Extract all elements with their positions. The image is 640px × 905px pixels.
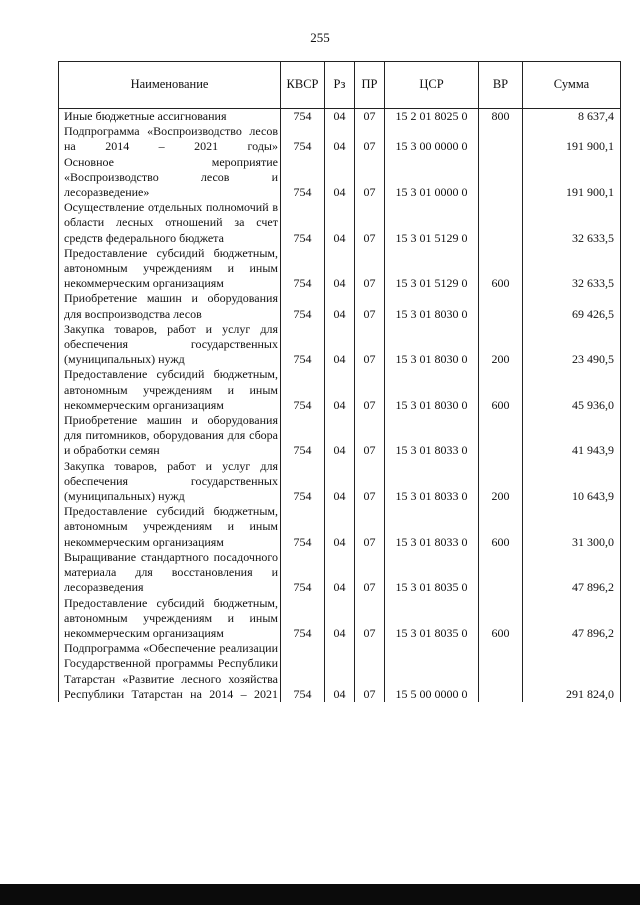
row-csr: 15 3 01 8030 0 [385, 322, 479, 368]
row-kvsr: 754 [281, 124, 325, 154]
table-row [59, 367, 621, 413]
row-csr: 15 3 01 8035 0 [385, 596, 479, 642]
row-name: Осуществление отдельных полномочий в области лесных отношений за счет средств федерального бюджета [59, 200, 281, 246]
row-vr [479, 291, 523, 321]
table-row [59, 200, 621, 246]
row-kvsr: 754 [281, 200, 325, 246]
row-vr: 600 [479, 367, 523, 413]
row-kvsr: 754 [281, 641, 325, 702]
row-name: Предоставление субсидий бюджетным, автономным учреждениям и иным некоммерческим организациям [59, 504, 281, 550]
row-pr: 07 [355, 246, 385, 292]
row-pr: 07 [355, 291, 385, 321]
row-pr: 07 [355, 596, 385, 642]
table-header-row [59, 62, 621, 109]
row-csr: 15 3 01 8035 0 [385, 550, 479, 596]
row-csr: 15 3 01 0000 0 [385, 155, 479, 201]
table-row [59, 246, 621, 292]
table-row [59, 413, 621, 459]
row-sum: 41 943,9 [523, 413, 621, 459]
row-sum: 32 633,5 [523, 246, 621, 292]
row-sum: 47 896,2 [523, 550, 621, 596]
row-pr: 07 [355, 459, 385, 505]
row-name: Основное мероприятие «Воспроизводство лесов и лесоразведение» [59, 155, 281, 201]
table-row [59, 109, 621, 125]
row-sum: 8 637,4 [523, 109, 621, 125]
row-csr: 15 3 01 8030 0 [385, 291, 479, 321]
row-csr: 15 3 01 8033 0 [385, 413, 479, 459]
row-name: Иные бюджетные ассигнования [59, 109, 281, 125]
column-header-vr: ВР [479, 62, 523, 109]
row-sum: 31 300,0 [523, 504, 621, 550]
row-name: Подпрограмма «Обеспечение реализации Государственной программы Республики Татарстан «Развитие лесного хозяйства Республики Татарстан на 2014 – 2021 [59, 641, 281, 702]
row-pr: 07 [355, 155, 385, 201]
row-pr: 07 [355, 413, 385, 459]
row-vr [479, 550, 523, 596]
row-kvsr: 754 [281, 550, 325, 596]
row-vr: 600 [479, 504, 523, 550]
column-header-kvsr: КВСР [281, 62, 325, 109]
row-kvsr: 754 [281, 155, 325, 201]
row-rz: 04 [325, 246, 355, 292]
row-pr: 07 [355, 322, 385, 368]
row-name: Закупка товаров, работ и услуг для обеспечения государственных (муниципальных) нужд [59, 459, 281, 505]
row-kvsr: 754 [281, 109, 325, 125]
row-csr: 15 3 01 8033 0 [385, 504, 479, 550]
row-kvsr: 754 [281, 413, 325, 459]
row-rz: 04 [325, 459, 355, 505]
row-vr: 200 [479, 322, 523, 368]
row-name: Предоставление субсидий бюджетным, автономным учреждениям и иным некоммерческим организациям [59, 246, 281, 292]
table-row [59, 504, 621, 550]
row-pr: 07 [355, 200, 385, 246]
row-pr: 07 [355, 641, 385, 702]
row-rz: 04 [325, 200, 355, 246]
row-sum: 291 824,0 [523, 641, 621, 702]
row-vr: 800 [479, 109, 523, 125]
row-sum: 69 426,5 [523, 291, 621, 321]
row-vr: 600 [479, 596, 523, 642]
row-name: Предоставление субсидий бюджетным, автономным учреждениям и иным некоммерческим организациям [59, 596, 281, 642]
table-row [59, 124, 621, 154]
row-vr [479, 200, 523, 246]
table-row [59, 550, 621, 596]
row-csr: 15 3 01 8030 0 [385, 367, 479, 413]
row-name: Предоставление субсидий бюджетным, автономным учреждениям и иным некоммерческим организациям [59, 367, 281, 413]
row-name: Закупка товаров, работ и услуг для обеспечения государственных (муниципальных) нужд [59, 322, 281, 368]
row-rz: 04 [325, 504, 355, 550]
row-rz: 04 [325, 155, 355, 201]
row-kvsr: 754 [281, 246, 325, 292]
column-header-rz: Рз [325, 62, 355, 109]
column-header-pr: ПР [355, 62, 385, 109]
row-rz: 04 [325, 322, 355, 368]
scan-bottom-edge [0, 884, 640, 905]
row-kvsr: 754 [281, 322, 325, 368]
table-row [59, 459, 621, 505]
row-csr: 15 3 01 5129 0 [385, 200, 479, 246]
row-rz: 04 [325, 641, 355, 702]
row-sum: 45 936,0 [523, 367, 621, 413]
row-csr: 15 3 01 5129 0 [385, 246, 479, 292]
row-rz: 04 [325, 124, 355, 154]
row-name: Выращивание стандартного посадочного материала для восстановления и лесоразведения [59, 550, 281, 596]
page-number: 255 [310, 30, 330, 45]
row-vr: 600 [479, 246, 523, 292]
row-rz: 04 [325, 291, 355, 321]
row-kvsr: 754 [281, 291, 325, 321]
row-name: Подпрограмма «Воспроизводство лесов на 2014 – 2021 годы» [59, 124, 281, 154]
row-sum: 23 490,5 [523, 322, 621, 368]
row-sum: 191 900,1 [523, 124, 621, 154]
row-rz: 04 [325, 413, 355, 459]
row-sum: 47 896,2 [523, 596, 621, 642]
table-row [59, 596, 621, 642]
row-rz: 04 [325, 367, 355, 413]
row-csr: 15 5 00 0000 0 [385, 641, 479, 702]
table-row [59, 291, 621, 321]
column-header-csr: ЦСР [385, 62, 479, 109]
row-csr: 15 3 01 8033 0 [385, 459, 479, 505]
row-sum: 191 900,1 [523, 155, 621, 201]
row-csr: 15 3 00 0000 0 [385, 124, 479, 154]
row-vr [479, 155, 523, 201]
row-kvsr: 754 [281, 367, 325, 413]
column-header-sum: Сумма [523, 62, 621, 109]
row-kvsr: 754 [281, 459, 325, 505]
row-pr: 07 [355, 550, 385, 596]
row-name: Приобретение машин и оборудования для питомников, оборудования для сбора и обработки семян [59, 413, 281, 459]
table-row [59, 155, 621, 201]
row-rz: 04 [325, 550, 355, 596]
row-pr: 07 [355, 124, 385, 154]
row-rz: 04 [325, 596, 355, 642]
row-rz: 04 [325, 109, 355, 125]
budget-table [58, 61, 621, 702]
row-csr: 15 2 01 8025 0 [385, 109, 479, 125]
row-vr [479, 641, 523, 702]
row-pr: 07 [355, 367, 385, 413]
table-row [59, 322, 621, 368]
row-sum: 32 633,5 [523, 200, 621, 246]
row-kvsr: 754 [281, 504, 325, 550]
row-sum: 10 643,9 [523, 459, 621, 505]
table-row [59, 641, 621, 702]
row-kvsr: 754 [281, 596, 325, 642]
column-header-name: Наименование [59, 62, 281, 109]
row-pr: 07 [355, 504, 385, 550]
row-pr: 07 [355, 109, 385, 125]
row-vr [479, 124, 523, 154]
row-vr [479, 413, 523, 459]
row-name: Приобретение машин и оборудования для воспроизводства лесов [59, 291, 281, 321]
row-vr: 200 [479, 459, 523, 505]
